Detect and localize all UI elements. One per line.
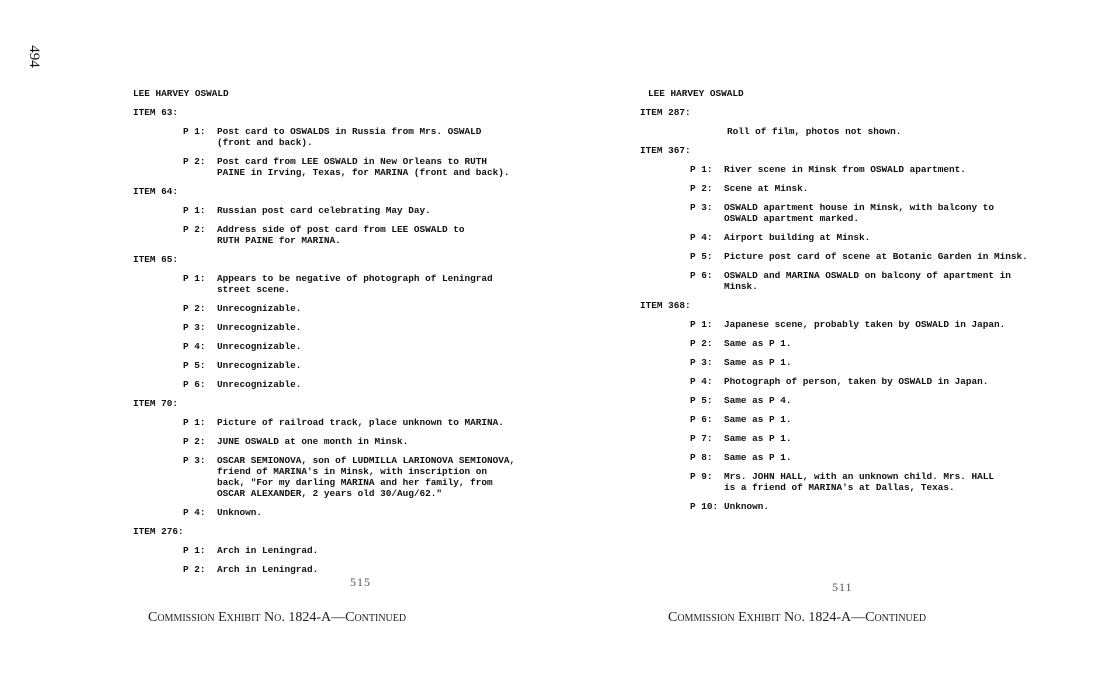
item-entry [133, 341, 515, 352]
item-entry [640, 126, 1028, 137]
entry-label: P 1: [183, 205, 206, 216]
description-line: back, "For my darling MARINA and her family, from [217, 477, 493, 488]
entry-label: P 4: [690, 376, 713, 387]
entry-label: P 3: [183, 322, 206, 333]
description-line: Unrecognizable. [217, 360, 302, 371]
item-entry [640, 232, 1028, 243]
description-line: OSCAR ALEXANDER, 2 years old 30/Aug/62." [217, 488, 443, 499]
entry-description [217, 417, 504, 428]
description-line: Scene at Minsk. [724, 183, 809, 194]
entry-label: P 5: [183, 360, 206, 371]
entry-description [724, 164, 966, 175]
entry-label: P 2: [690, 183, 713, 194]
item-entry [640, 338, 1028, 349]
description-line: friend of MARINA's in Minsk, with inscription on [217, 466, 488, 477]
entry-description [724, 232, 870, 243]
description-line: Photograph of person, taken by OSWALD in Japan. [724, 376, 989, 387]
entry-label: P 10: [690, 501, 719, 512]
entry-description [724, 376, 988, 387]
entry-label: P 6: [183, 379, 206, 390]
item-entry [640, 414, 1028, 425]
entry-label: P 2: [183, 303, 206, 314]
entry-description [217, 126, 481, 148]
entry-description [724, 183, 808, 194]
description-line: RUTH PAINE for MARINA. [217, 235, 341, 246]
entry-description [217, 224, 465, 246]
entry-label: P 7: [690, 433, 713, 444]
item-entry [133, 360, 515, 371]
entry-label: P 3: [690, 202, 713, 213]
item-entry [133, 564, 515, 575]
entry-label: P 5: [690, 395, 713, 406]
entry-description [217, 545, 318, 556]
item-heading: ITEM 64: [133, 186, 179, 197]
description-line: is a friend of MARINA's at Dallas, Texas. [724, 482, 955, 493]
description-line: Picture post card of scene at Botanic Garden in Minsk. [724, 251, 1028, 262]
right-caption: Commission Exhibit No. 1824-A—Continued [668, 610, 927, 625]
item-entry [133, 436, 515, 447]
left-page [133, 88, 515, 583]
entry-label: P 1: [183, 545, 206, 556]
description-line: Same as P 1. [724, 414, 792, 425]
description-line: Arch in Leningrad. [217, 564, 319, 575]
item-entry [640, 433, 1028, 444]
description-line: Same as P 1. [724, 433, 792, 444]
item-entry [640, 376, 1028, 387]
description-line: Russian post card celebrating May Day. [217, 205, 431, 216]
description-line: OSWALD apartment marked. [724, 213, 860, 224]
item-entry [133, 156, 515, 178]
description-line: Same as P 1. [724, 357, 792, 368]
item-entry [640, 319, 1028, 330]
item-entry [133, 379, 515, 390]
entry-label: P 9: [690, 471, 713, 482]
entry-description [217, 156, 510, 178]
item-entry [133, 455, 515, 499]
entry-description [217, 507, 262, 518]
item-entry [133, 224, 515, 246]
item-entry [640, 183, 1028, 194]
item-heading: ITEM 65: [133, 254, 179, 265]
description-line: Appears to be negative of photograph of Leningrad [217, 273, 493, 284]
left-caption: Commission Exhibit No. 1824-A—Continued [148, 610, 407, 625]
entry-description [217, 564, 318, 575]
entry-label: P 2: [183, 436, 206, 447]
description-line: Post card to OSWALDS in Russia from Mrs. OSWALD [217, 126, 482, 137]
entry-description [217, 303, 301, 314]
entry-description [217, 436, 408, 447]
item-entry [640, 270, 1028, 292]
entry-label: P 4: [690, 232, 713, 243]
entry-label: P 6: [690, 270, 713, 281]
entry-description [724, 395, 792, 406]
entry-label: P 1: [690, 319, 713, 330]
item-entry [133, 545, 515, 556]
description-line: OSCAR SEMIONOVA, son of LUDMILLA LARIONOVA SEMIONOVA, [217, 455, 516, 466]
item-heading: ITEM 368: [640, 300, 691, 311]
right-page [640, 88, 1028, 520]
description-line: Unrecognizable. [217, 341, 302, 352]
item-entry [640, 202, 1028, 224]
description-line: Picture of railroad track, place unknown to MARINA. [217, 417, 504, 428]
item-entry [640, 251, 1028, 262]
entry-label: P 3: [690, 357, 713, 368]
description-line: River scene in Minsk from OSWALD apartment. [724, 164, 966, 175]
item-entry [133, 273, 515, 295]
item-entry [640, 471, 1028, 493]
description-line: Same as P 1. [724, 452, 792, 463]
item-entry [133, 507, 515, 518]
item-heading: ITEM 70: [133, 398, 179, 409]
entry-description [724, 319, 1005, 330]
description-line: Unknown. [217, 507, 263, 518]
right-footer-number: 511 [832, 580, 853, 594]
item-heading: ITEM 63: [133, 107, 179, 118]
description-line: Unrecognizable. [217, 379, 302, 390]
entry-label: P 3: [183, 455, 206, 466]
entry-description [724, 357, 792, 368]
entry-description [217, 322, 301, 333]
description-line: JUNE OSWALD at one month in Minsk. [217, 436, 409, 447]
left-footer-number: 515 [350, 575, 371, 589]
page-number: 494 [25, 45, 42, 68]
entry-description [217, 205, 431, 216]
entry-description [217, 455, 515, 499]
description-line: Post card from LEE OSWALD in New Orleans to RUTH [217, 156, 488, 167]
item-heading: ITEM 276: [133, 526, 184, 537]
description-line: Address side of post card from LEE OSWALD to [217, 224, 465, 235]
entry-label: P 5: [690, 251, 713, 262]
entry-label: P 1: [690, 164, 713, 175]
entry-description [217, 360, 301, 371]
entry-label: P 1: [183, 126, 206, 137]
item-entry [640, 452, 1028, 463]
entry-description [217, 341, 301, 352]
item-entry [133, 417, 515, 428]
description-line: Unrecognizable. [217, 303, 302, 314]
entry-label: P 6: [690, 414, 713, 425]
entry-label: P 2: [183, 224, 206, 235]
entry-label: P 2: [690, 338, 713, 349]
entry-description [724, 433, 792, 444]
entry-description [217, 379, 301, 390]
item-entry [640, 164, 1028, 175]
entry-description [724, 501, 769, 512]
entry-label: P 4: [183, 341, 206, 352]
description-line: Roll of film, photos not shown. [727, 126, 902, 137]
description-line: Unknown. [724, 501, 770, 512]
entry-description [724, 452, 792, 463]
description-line: Mrs. JOHN HALL, with an unknown child. Mrs. HALL [724, 471, 995, 482]
entry-label: P 2: [183, 564, 206, 575]
description-line: Minsk. [724, 281, 758, 292]
entry-description [724, 471, 994, 493]
entry-description [724, 338, 792, 349]
entry-description [724, 202, 994, 224]
entry-label: P 4: [183, 507, 206, 518]
entry-description [727, 126, 901, 137]
entry-description [724, 270, 1011, 292]
entry-label: P 1: [183, 417, 206, 428]
item-entry [133, 126, 515, 148]
document-header: LEE HARVEY OSWALD [133, 88, 229, 99]
description-line: (front and back). [217, 137, 313, 148]
description-line: PAINE in Irving, Texas, for MARINA (front and back). [217, 167, 510, 178]
description-line: Airport building at Minsk. [724, 232, 871, 243]
entry-description [724, 251, 1028, 262]
entry-description [724, 414, 792, 425]
item-entry [640, 501, 1028, 512]
entry-description [217, 273, 493, 295]
description-line: OSWALD apartment house in Minsk, with balcony to [724, 202, 995, 213]
item-entry [133, 205, 515, 216]
item-heading: ITEM 367: [640, 145, 691, 156]
description-line: Unrecognizable. [217, 322, 302, 333]
item-entry [133, 303, 515, 314]
document-header: LEE HARVEY OSWALD [648, 88, 744, 99]
item-entry [640, 395, 1028, 406]
entry-label: P 2: [183, 156, 206, 167]
description-line: Japanese scene, probably taken by OSWALD in Japan. [724, 319, 1006, 330]
description-line: Same as P 4. [724, 395, 792, 406]
entry-label: P 8: [690, 452, 713, 463]
description-line: Same as P 1. [724, 338, 792, 349]
item-entry [640, 357, 1028, 368]
description-line: street scene. [217, 284, 291, 295]
item-heading: ITEM 287: [640, 107, 691, 118]
description-line: OSWALD and MARINA OSWALD on balcony of apartment in [724, 270, 1011, 281]
entry-label: P 1: [183, 273, 206, 284]
description-line: Arch in Leningrad. [217, 545, 319, 556]
item-entry [133, 322, 515, 333]
